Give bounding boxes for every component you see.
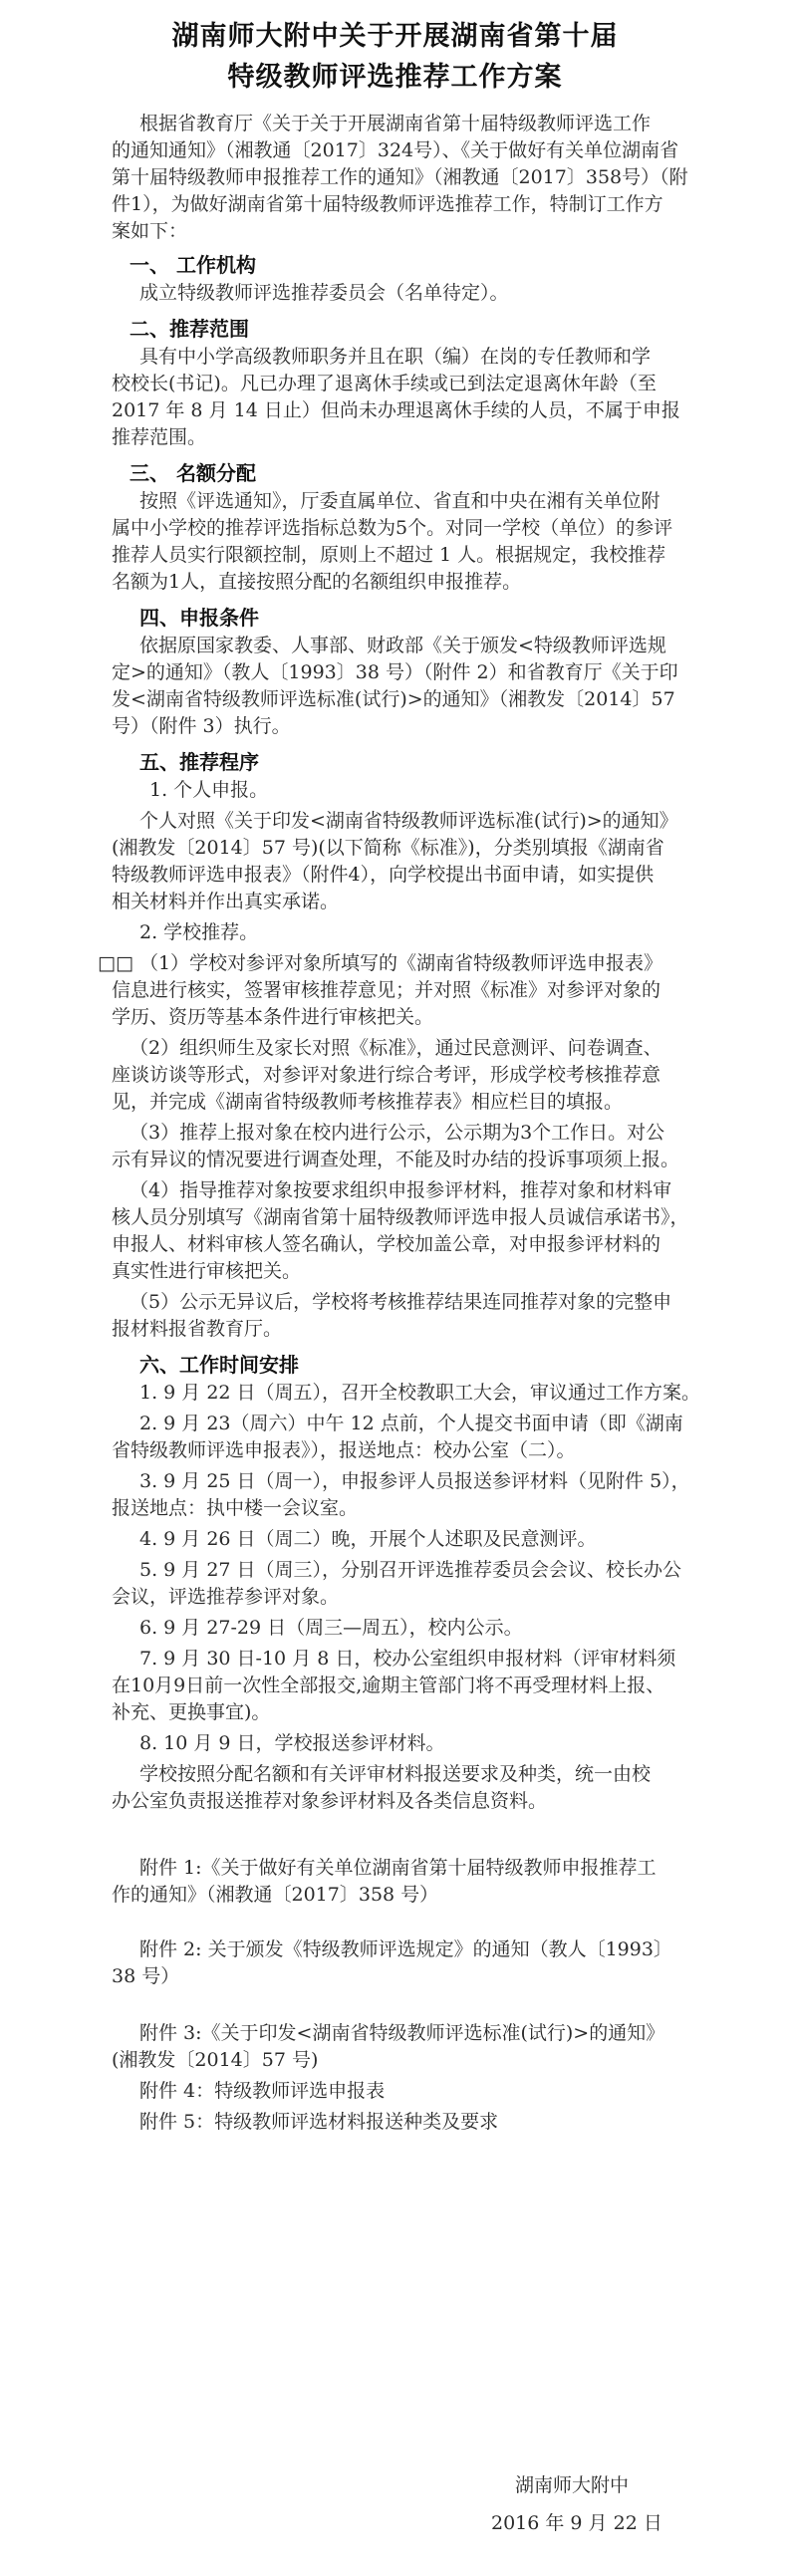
section-heading-5: 五、推荐程序 [139,750,259,774]
attachment-3: 附件 3:《关于印发<湖南省特级教师评选标准(试行)>的通知》 [139,2022,665,2044]
section-4-line: 号）（附件 3）执行。 [112,715,291,737]
section-1-line: 成立特级教师评选推荐委员会（名单待定）。 [139,282,509,304]
subsection-title: 2. 学校推荐。 [139,921,259,943]
attachment-3-cont: (湘教发〔2014〕57 号) [112,2049,319,2071]
attachment-1: 附件 1:《关于做好有关单位湖南省第十届特级教师申报推荐工 [139,1857,657,1879]
section-heading-6: 六、工作时间安排 [139,1353,299,1377]
attachment-5: 附件 5：特级教师评选材料报送种类及要求 [139,2111,499,2133]
schedule-line: 会议，评选推荐参评对象。 [112,1586,340,1608]
section-2-line: 具有中小学高级教师职务并且在职（编）在岗的专任教师和学 [139,346,652,368]
section-5-line: 个人对照《关于印发<湖南省特级教师评选标准(试行)>的通知》 [139,810,678,832]
section-3-line: 名额为1人，直接按照分配的名额组织申报推荐。 [112,571,522,593]
section-5-line: 核人员分别填写《湖南省第十届特级教师评选申报人员诚信承诺书》， [112,1206,689,1228]
section-3-line: 属中小学校的推荐评选指标总数为5个。对同一学校（单位）的参评 [112,517,673,539]
section-3-line: 推荐人员实行限额控制，原则上不超过 1 人。根据规定，我校推荐 [112,544,666,566]
intro-line: 案如下： [112,220,188,242]
section-heading-1: 一、 工作机构 [130,253,256,277]
section-5-line: □□ （1）学校对参评对象所填写的《湖南省特级教师评选申报表》 [98,952,663,974]
document-title-line-2: 特级教师评选推荐工作方案 [227,62,563,93]
section-5-line: （4）指导推荐对象按要求组织申报参评材料，推荐对象和材料审 [130,1179,672,1201]
schedule-line: 4. 9 月 26 日（周二）晚，开展个人述职及民意测评。 [139,1528,597,1550]
schedule-line: 7. 9 月 30 日-10 月 8 日，校办公室组织申报材料（评审材料须 [139,1648,676,1670]
section-5-line: 信息进行核实，签署审核推荐意见；并对照《标准》对参评对象的 [112,979,661,1001]
section-5-line: 见，并完成《湖南省特级教师考核推荐表》相应栏目的填报。 [112,1091,624,1113]
signature-date: 2016 年 9 月 22 日 [491,2512,662,2534]
section-5-line: （5）公示无异议后，学校将考核推荐结果连同推荐对象的完整申 [130,1291,672,1313]
schedule-line: 学校按照分配名额和有关评审材料报送要求及种类，统一由校 [139,1763,652,1785]
section-heading-3: 三、 名额分配 [130,461,256,485]
section-5-line: （3）推荐上报对象在校内进行公示，公示期为3个工作日。对公 [130,1122,665,1144]
section-4-line: 定>的通知》（教人〔1993〕38 号）（附件 2）和省教育厅《关于印 [112,661,678,683]
section-5-line: 报材料报省教育厅。 [112,1318,283,1340]
schedule-line: 补充、更换事宜)。 [112,1701,271,1723]
section-5-line: 学历、资历等基本条件进行审核把关。 [112,1006,434,1028]
section-4-line: 发<湖南省特级教师评选标准(试行)>的通知》（湘教发〔2014〕57 [112,688,675,710]
attachment-2: 附件 2: 关于颁发《特级教师评选规定》的通知（教人〔1993〕 [139,1938,672,1960]
section-2-line: 2017 年 8 月 14 日止）但尚未办理退离休手续的人员，不属于申报 [112,399,680,421]
schedule-line: 5. 9 月 27 日（周三），分别召开评选推荐委员会会议、校长办公 [139,1559,682,1581]
section-heading-2: 二、推荐范围 [130,317,249,341]
attachment-4: 附件 4：特级教师评选申报表 [139,2080,386,2102]
section-5-line: （2）组织师生及家长对照《标准》，通过民意测评、问卷调查、 [130,1037,662,1059]
schedule-line: 在10月9日前一次性全部报交,逾期主管部门将不再受理材料上报、 [112,1674,665,1696]
schedule-line: 2. 9 月 23（周六）中午 12 点前，个人提交书面申请（即《湖南 [139,1413,683,1434]
schedule-line: 6. 9 月 27-29 日（周三—周五），校内公示。 [139,1617,523,1639]
section-5-line: 真实性进行审核把关。 [112,1260,302,1282]
intro-line: 第十届特级教师申报推荐工作的通知》（湘教通〔2017〕358号）（附 [112,166,688,188]
intro-line: 的通知通知》（湘教通〔2017〕324号）、《关于做好有关单位湖南省 [112,139,679,161]
schedule-line: 省特级教师评选申报表》），报送地点：校办公室（二）。 [112,1439,576,1461]
signature-org: 湖南师大附中 [515,2474,630,2496]
section-4-line: 依据原国家教委、人事部、财政部《关于颁发<特级教师评选规 [139,635,666,656]
schedule-line: 8. 10 月 9 日，学校报送参评材料。 [139,1732,445,1754]
section-heading-4: 四、申报条件 [139,606,259,630]
subsection-title: 1. 个人申报。 [149,779,269,801]
schedule-line: 1. 9 月 22 日（周五），召开全校教职工大会，审议通过工作方案。 [139,1382,701,1404]
schedule-line: 3. 9 月 25 日（周一），申报参评人员报送参评材料（见附件 5）， [139,1470,690,1492]
attachment-1-cont: 作的通知》（湘教通〔2017〕358 号） [112,1884,439,1906]
schedule-line: 办公室负责报送推荐对象参评材料及各类信息资料。 [112,1790,548,1812]
section-5-line: (湘教发〔2014〕57 号)(以下简称《标准》)，分类别填报《湖南省 [112,837,664,859]
section-3-line: 按照《评选通知》，厅委直属单位、省直和中央在湘有关单位附 [139,490,660,512]
attachment-2-cont: 38 号） [112,1965,180,1987]
section-5-line: 申报人、材料审核人签名确认，学校加盖公章，对申报参评材料的 [112,1233,661,1255]
section-5-line: 相关材料并作出真实承诺。 [112,891,340,912]
section-5-line: 特级教师评选申报表》（附件4），向学校提出书面申请，如实提供 [112,864,655,886]
section-2-line: 校校长(书记)。凡已办理了退离休手续或已到法定退离休年龄（至 [112,373,657,394]
schedule-line: 报送地点：执中楼一会议室。 [112,1497,359,1519]
section-5-line: 座谈访谈等形式，对参评对象进行综合考评，形成学校考核推荐意 [112,1064,661,1086]
document-title-line-1: 湖南师大附中关于开展湖南省第十届 [171,21,619,52]
section-2-line: 推荐范围。 [112,426,207,448]
intro-line: 件1），为做好湖南省第十届特级教师评选推荐工作，特制订工作方 [112,193,663,215]
section-5-line: 示有异议的情况要进行调查处理，不能及时办结的投诉事项须上报。 [112,1149,680,1170]
intro-line: 根据省教育厅《关于关于开展湖南省第十届特级教师评选工作 [139,113,652,134]
